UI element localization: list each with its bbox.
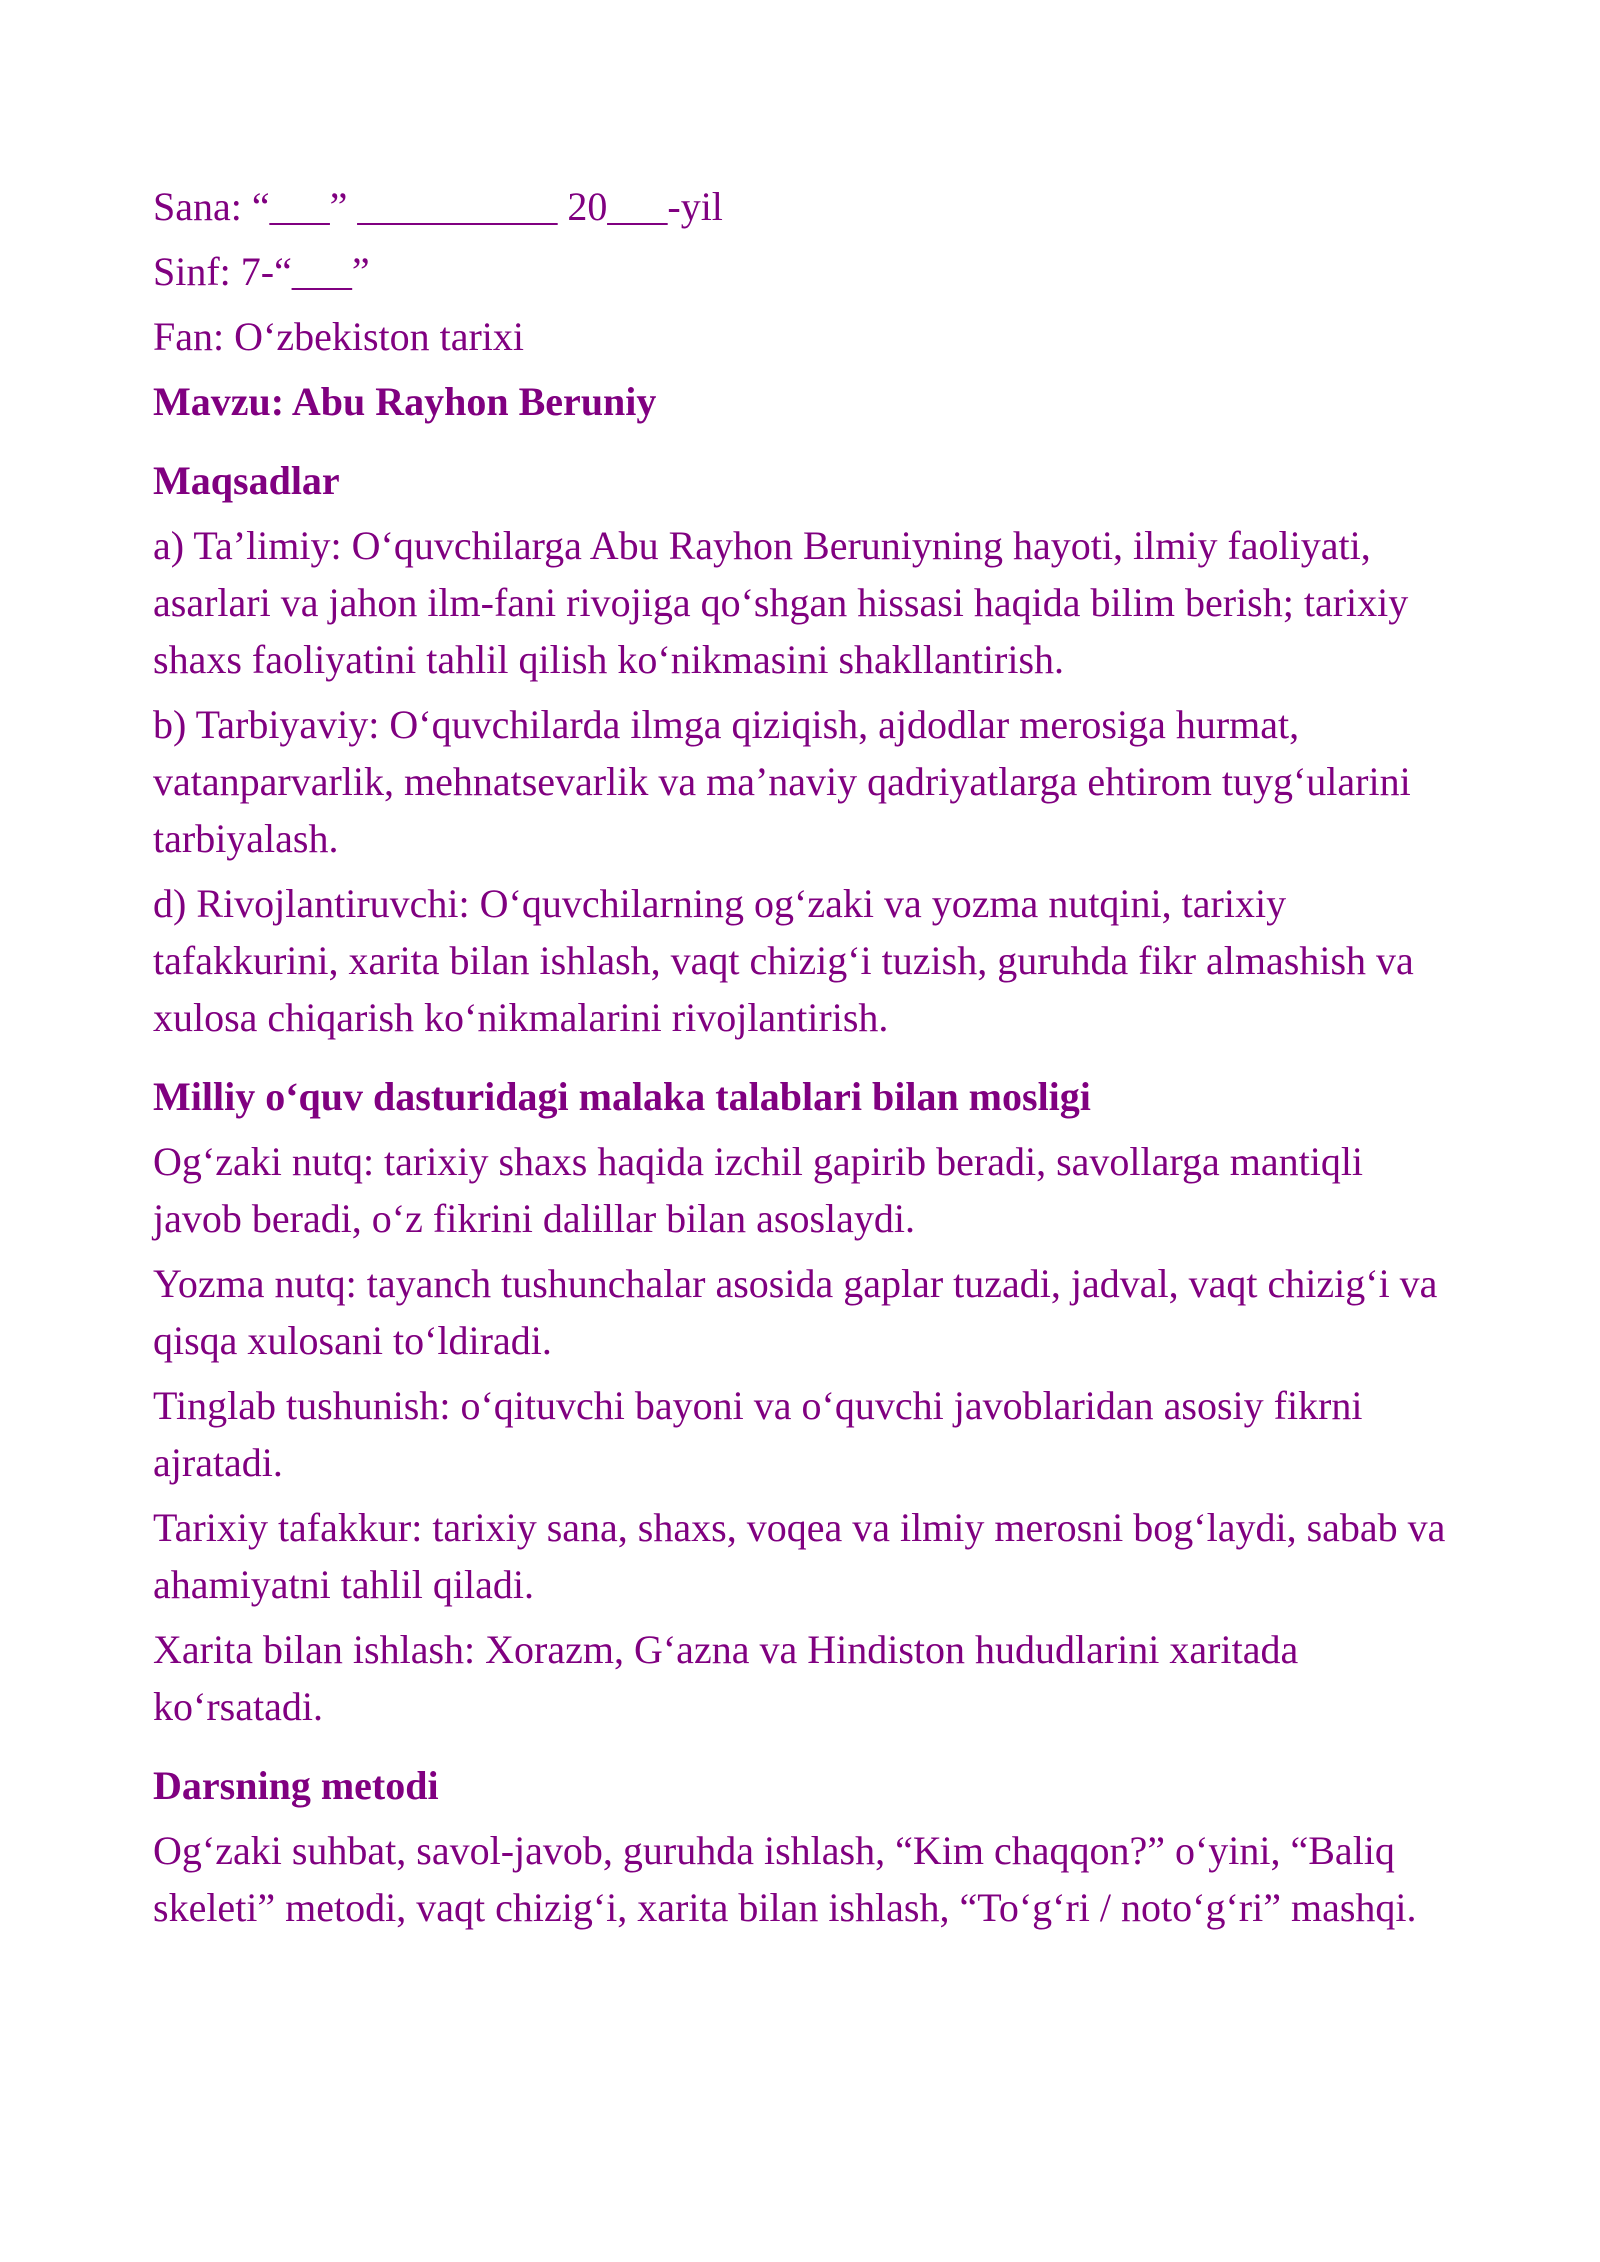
standard-historical-thinking: Tarixiy tafakkur: tarixiy sana, shaxs, voqea va ilmiy merosni bog‘laydi, sabab va ahamiyatni tahlil qiladi. bbox=[153, 1505, 1446, 1607]
subject-line: Fan: O‘zbekiston tarixi bbox=[153, 314, 525, 359]
lesson-plan-page bbox=[153, 178, 1453, 1944]
standards-heading: Milliy o‘quv dasturidagi malaka talablari bilan mosligi bbox=[153, 1074, 1091, 1119]
goal-developmental: d) Rivojlantiruvchi: O‘quvchilarning og‘zaki va yozma nutqini, tarixiy tafakkurini, xarita bilan ishlash, vaqt chizig‘i tuzish, guruhda fikr almashish va xulosa chiqarish ko‘nikmalarini rivojlantirish. bbox=[153, 881, 1414, 1040]
method-text: Og‘zaki suhbat, savol-javob, guruhda ishlash, “Kim chaqqon?” o‘yini, “Baliq skeleti” metodi, vaqt chizig‘i, xarita bilan ishlash, “To‘g‘ri / noto‘g‘ri” mashqi. bbox=[153, 1828, 1417, 1930]
goals-heading: Maqsadlar bbox=[153, 458, 340, 503]
goal-upbringing: b) Tarbiyaviy: O‘quvchilarda ilmga qiziqish, ajdodlar merosiga hurmat, vatanparvarlik, mehnatsevarlik va ma’naviy qadriyatlarga ehtirom tuyg‘ularini tarbiyalash. bbox=[153, 702, 1411, 861]
standard-oral-speech: Og‘zaki nutq: tarixiy shaxs haqida izchil gapirib beradi, savollarga mantiqli javob beradi, o‘z fikrini dalillar bilan asoslaydi. bbox=[153, 1139, 1364, 1241]
standard-written-speech: Yozma nutq: tayanch tushunchalar asosida gaplar tuzadi, jadval, vaqt chizig‘i va qisqa xulosani to‘ldiradi. bbox=[153, 1261, 1438, 1363]
goal-educational: a) Ta’limiy: O‘quvchilarga Abu Rayhon Beruniyning hayoti, ilmiy faoliyati, asarlari va jahon ilm-fani rivojiga qo‘shgan hissasi haqida bilim berish; tarixiy shaxs faoliyatini tahlil qilish ko‘nikmasini shakllantirish. bbox=[153, 523, 1409, 682]
date-line: Sana: “___” __________ 20___-yil bbox=[153, 184, 723, 229]
method-heading: Darsning metodi bbox=[153, 1763, 439, 1808]
topic-title: Mavzu: Abu Rayhon Beruniy bbox=[153, 379, 657, 424]
class-line: Sinf: 7-“___” bbox=[153, 249, 370, 294]
standard-map-work: Xarita bilan ishlash: Xorazm, G‘azna va Hindiston hududlarini xaritada ko‘rsatadi. bbox=[153, 1627, 1299, 1729]
standard-listening: Tinglab tushunish: o‘qituvchi bayoni va o‘quvchi javoblaridan asosiy fikrni ajratadi. bbox=[153, 1383, 1363, 1485]
